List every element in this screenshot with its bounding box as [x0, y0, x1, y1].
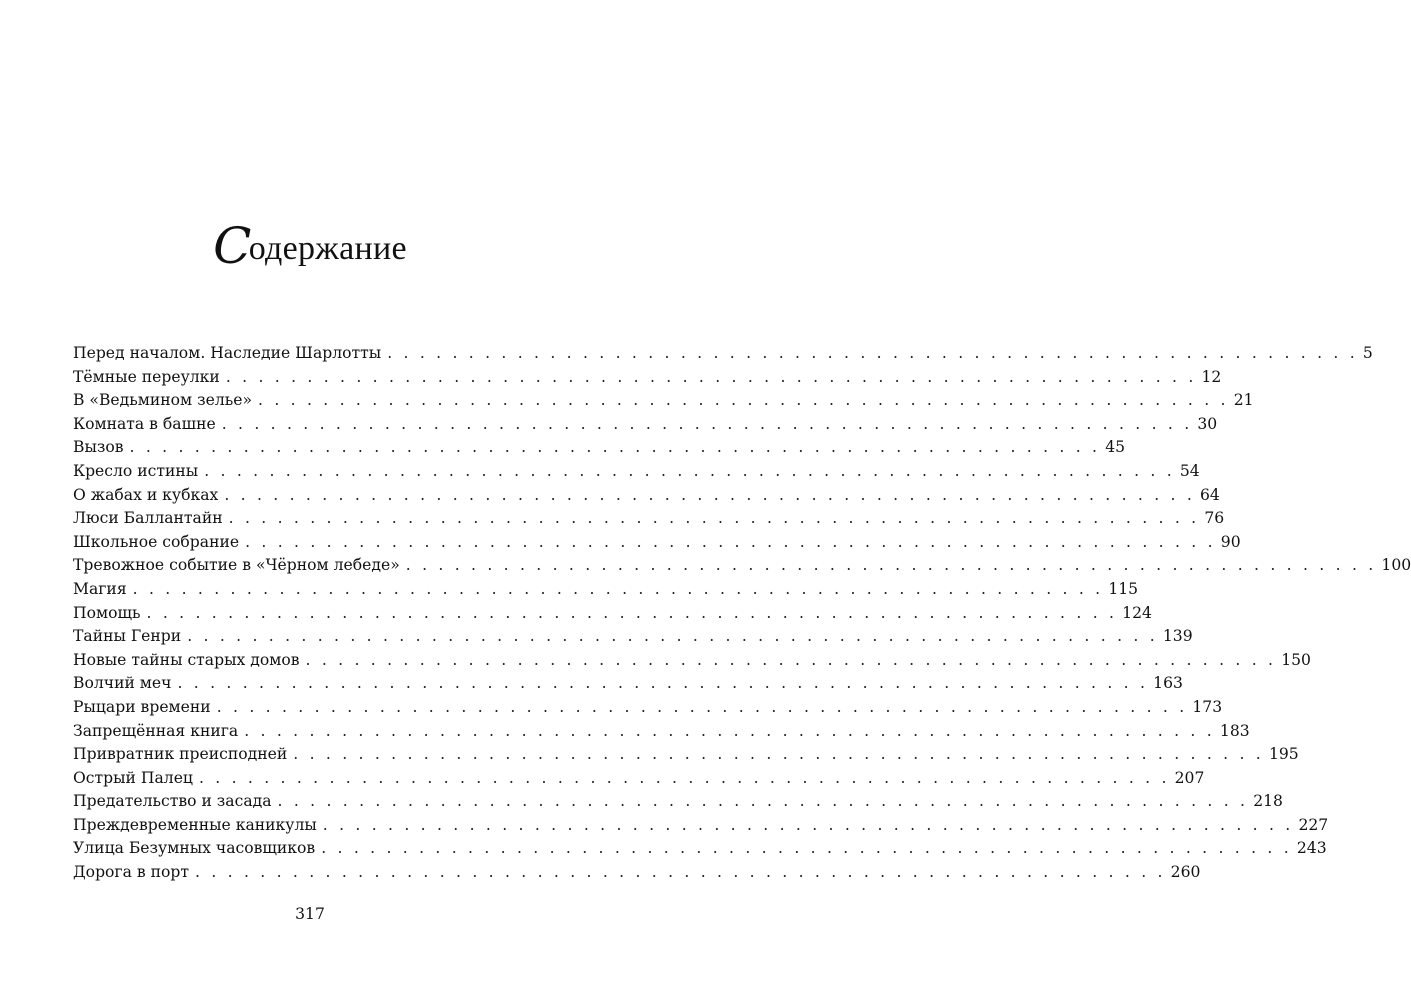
toc-dot-leader: . . . . . . . . . . . . . . . . . . . . . . . . . . . . . . . . . . . . . . . . . . . . . . . . . . . . . . . . . . . . [405, 556, 1377, 575]
toc-entry-title: Улица Безумных часовщиков [73, 839, 316, 858]
toc-dot-leader: . . . . . . . . . . . . . . . . . . . . . . . . . . . . . . . . . . . . . . . . . . . . . . . . . . . . . . . . . . . . [228, 509, 1200, 528]
toc-entry-page: 207 [1174, 768, 1205, 787]
toc-entry-page: 195 [1268, 745, 1299, 764]
toc-entry-page: 115 [1108, 579, 1139, 598]
toc-entry-title: Запрещённая книга [73, 721, 239, 740]
toc-dot-leader: . . . . . . . . . . . . . . . . . . . . . . . . . . . . . . . . . . . . . . . . . . . . . . . . . . . . . . . . . . . . [244, 721, 1215, 740]
toc-entry [73, 627, 1193, 651]
toc-entry [73, 792, 1283, 816]
toc-dot-leader: . . . . . . . . . . . . . . . . . . . . . . . . . . . . . . . . . . . . . . . . . . . . . . . . . . . . . . . . . . . . [216, 697, 1188, 716]
toc-entry-page: 163 [1153, 674, 1183, 693]
toc-entry-title: Люси Баллантайн [73, 509, 223, 528]
toc-entry-title: Вызов [73, 438, 124, 457]
toc-entry [73, 532, 1241, 557]
toc-dot-leader: . . . . . . . . . . . . . . . . . . . . . . . . . . . . . . . . . . . . . . . . . . . . . . . . . . . . . . . . . . . . [198, 768, 1170, 787]
toc-entry-title: Привратник преисподней [73, 745, 288, 764]
toc-entry-page: 173 [1192, 697, 1223, 716]
toc-entry-page: 227 [1298, 815, 1329, 834]
toc-entry-page: 12 [1201, 367, 1222, 386]
toc-entry [73, 815, 1329, 840]
title-initial: С [213, 217, 252, 275]
toc-dot-leader: . . . . . . . . . . . . . . . . . . . . . . . . . . . . . . . . . . . . . . . . . . . . . . . . . . . . . . . . . . . . [195, 863, 1166, 882]
toc-entry-page: 45 [1105, 438, 1126, 457]
toc-entry-title: В «Ведьмином зелье» [73, 391, 253, 410]
toc-entry-page: 76 [1204, 509, 1225, 528]
page-number: 317 [295, 905, 325, 923]
toc-entry [73, 556, 1411, 580]
toc-entry-title: Комната в башне [73, 414, 216, 433]
toc-entry [73, 579, 1139, 604]
toc-entry-page: 218 [1253, 792, 1283, 811]
toc-dot-leader: . . . . . . . . . . . . . . . . . . . . . . . . . . . . . . . . . . . . . . . . . . . . . . . . . . . . . . . . . . . . [204, 461, 1175, 480]
toc-entry-page: 54 [1179, 461, 1200, 480]
toc-dot-leader: . . . . . . . . . . . . . . . . . . . . . . . . . . . . . . . . . . . . . . . . . . . . . . . . . . . . . . . . . . . . [221, 414, 1193, 433]
toc-entry-page: 5 [1362, 344, 1373, 362]
toc-dot-leader: . . . . . . . . . . . . . . . . . . . . . . . . . . . . . . . . . . . . . . . . . . . . . . . . . . . . . . . . . . . . [293, 745, 1264, 764]
toc-dot-leader: . . . . . . . . . . . . . . . . . . . . . . . . . . . . . . . . . . . . . . . . . . . . . . . . . . . . . . . . . . . . [177, 674, 1149, 693]
toc-entry-title: Волчий меч [73, 674, 172, 693]
toc-entry [73, 863, 1201, 887]
toc-entry [73, 697, 1223, 722]
toc-entry-title: Помощь [73, 603, 141, 622]
toc-entry-page: 30 [1197, 414, 1218, 433]
toc-entry [73, 414, 1218, 439]
toc-dot-leader: . . . . . . . . . . . . . . . . . . . . . . . . . . . . . . . . . . . . . . . . . . . . . . . . . . . . . . . . . . . . [322, 815, 1294, 834]
toc-entry-title: Кресло истины [73, 461, 199, 480]
toc-entry [73, 344, 1373, 368]
title-rest: одержание [248, 230, 407, 267]
toc-entry-title: Преждевременные каникулы [73, 815, 317, 834]
toc-entry-title: Предательство и засада [73, 792, 272, 811]
toc-entry [73, 674, 1183, 698]
page-title [0, 216, 620, 279]
toc-entry [73, 721, 1250, 746]
toc-entry-page: 139 [1162, 627, 1193, 646]
toc-entry [73, 461, 1200, 486]
toc-entry-title: Тёмные переулки [73, 367, 220, 386]
toc-dot-leader: . . . . . . . . . . . . . . . . . . . . . . . . . . . . . . . . . . . . . . . . . . . . . . . . . . . . . . . . . . . . [245, 532, 1216, 551]
toc-entry-title: Школьное собрание [73, 532, 240, 551]
toc-entry [73, 509, 1225, 533]
toc-entry-page: 21 [1233, 391, 1254, 410]
toc-dot-leader: . . . . . . . . . . . . . . . . . . . . . . . . . . . . . . . . . . . . . . . . . . . . . . . . . . . . . . . . . . . . [129, 438, 1101, 457]
toc-entry-title: Рыцари времени [73, 697, 211, 716]
toc-entry-title: Магия [73, 579, 127, 598]
toc-entry-page: 183 [1219, 721, 1250, 740]
toc-dot-leader: . . . . . . . . . . . . . . . . . . . . . . . . . . . . . . . . . . . . . . . . . . . . . . . . . . . . . . . . . . . . [321, 839, 1292, 858]
toc-dot-leader: . . . . . . . . . . . . . . . . . . . . . . . . . . . . . . . . . . . . . . . . . . . . . . . . . . . . . . . . . . . . [387, 344, 1358, 362]
toc-dot-leader: . . . . . . . . . . . . . . . . . . . . . . . . . . . . . . . . . . . . . . . . . . . . . . . . . . . . . . . . . . . . [146, 603, 1118, 622]
toc-dot-leader: . . . . . . . . . . . . . . . . . . . . . . . . . . . . . . . . . . . . . . . . . . . . . . . . . . . . . . . . . . . . [225, 367, 1197, 386]
toc-entry [73, 391, 1254, 415]
toc-entry [73, 839, 1327, 863]
toc-entry-title: Острый Палец [73, 768, 193, 787]
toc-dot-leader: . . . . . . . . . . . . . . . . . . . . . . . . . . . . . . . . . . . . . . . . . . . . . . . . . . . . . . . . . . . . [305, 650, 1277, 669]
toc-entry-page: 100 [1381, 556, 1411, 575]
toc-entry [73, 650, 1311, 675]
toc-entry-title: О жабах и кубках [73, 485, 219, 504]
toc-entry-page: 150 [1281, 650, 1311, 669]
toc-entry-title: Тайны Генри [73, 627, 182, 646]
toc-dot-leader: . . . . . . . . . . . . . . . . . . . . . . . . . . . . . . . . . . . . . . . . . . . . . . . . . . . . . . . . . . . . [224, 485, 1195, 504]
toc-dot-leader: . . . . . . . . . . . . . . . . . . . . . . . . . . . . . . . . . . . . . . . . . . . . . . . . . . . . . . . . . . . . [258, 391, 1229, 410]
toc-entry-page: 243 [1296, 839, 1327, 858]
toc-entry-page: 260 [1170, 863, 1201, 882]
toc-entry-page: 64 [1200, 485, 1220, 504]
toc-entry [73, 768, 1205, 793]
toc-entry-title: Новые тайны старых домов [73, 650, 300, 669]
toc-entry [73, 485, 1220, 510]
toc-entry-title: Перед началом. Наследие Шарлотты [73, 344, 382, 362]
toc-entry-page: 90 [1220, 532, 1241, 551]
toc-entry-title: Дорога в порт [73, 863, 189, 882]
toc-entry-page: 124 [1122, 603, 1152, 622]
toc-entry [73, 745, 1299, 769]
toc-entry [73, 438, 1126, 462]
toc-dot-leader: . . . . . . . . . . . . . . . . . . . . . . . . . . . . . . . . . . . . . . . . . . . . . . . . . . . . . . . . . . . . [187, 627, 1158, 646]
table-of-contents [73, 344, 1411, 887]
toc-dot-leader: . . . . . . . . . . . . . . . . . . . . . . . . . . . . . . . . . . . . . . . . . . . . . . . . . . . . . . . . . . . . [132, 579, 1104, 598]
toc-dot-leader: . . . . . . . . . . . . . . . . . . . . . . . . . . . . . . . . . . . . . . . . . . . . . . . . . . . . . . . . . . . . [277, 792, 1249, 811]
toc-entry [73, 603, 1152, 628]
toc-entry [73, 367, 1222, 392]
toc-entry-title: Тревожное событие в «Чёрном лебеде» [73, 556, 400, 575]
